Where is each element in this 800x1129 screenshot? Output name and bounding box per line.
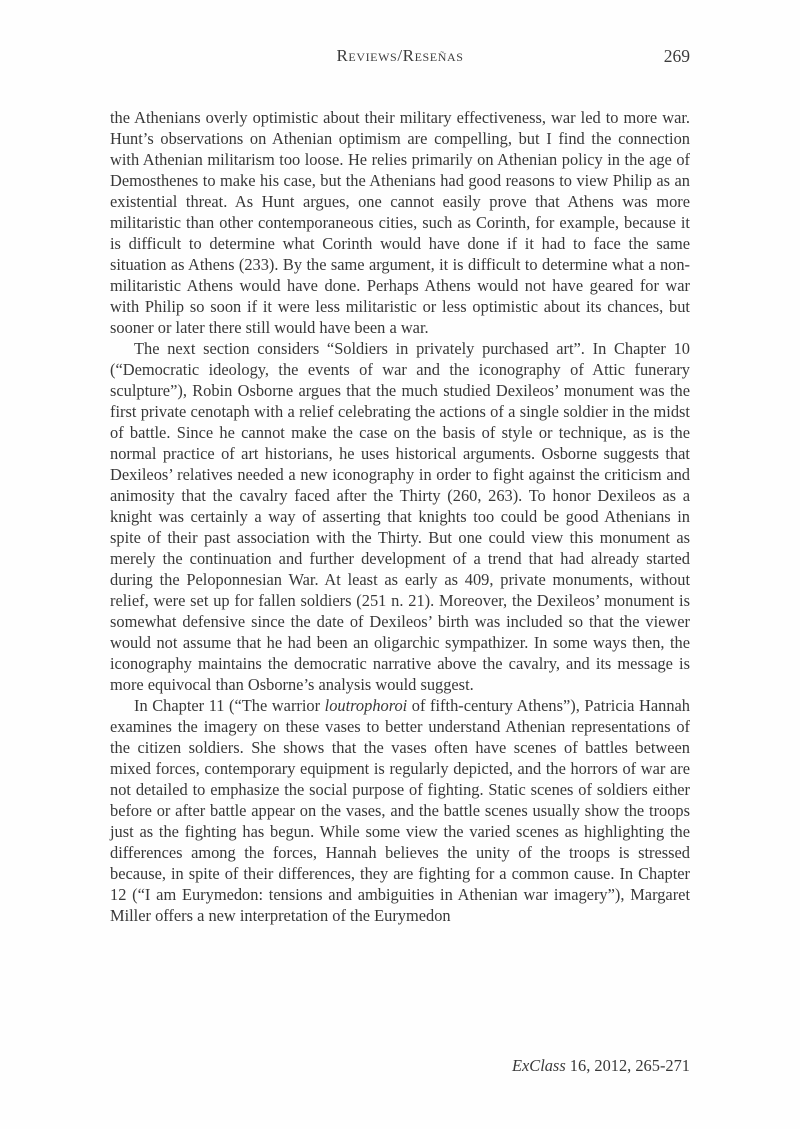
paragraph (110, 338, 690, 695)
text-run: 16, 2012, 265-271 (565, 1056, 690, 1075)
text-run: of fifth-century Athens”), Patricia Hannah examines the imagery on these vases to better understand Athenian representations of the citizen soldiers. She shows that the vases often have scenes of battles between mixed forces, contemporary equipment is regularly depicted, and the horrors of war are not detailed to emphasize the social purpose of fighting. Static scenes of soldiers either before or after battle appear on the vases, and the battle scenes usually show the troops just as the fighting has begun. While some view the varied scenes as highlighting the differences among the forces, Hannah believes the unity of the troops is stressed because, in spite of their differences, they are fighting for a common cause. In Chapter 12 (“I am Eurymedon: tensions and ambiguities in Athenian war imagery”), Margaret Miller offers a new interpretation of the Eurymedon (110, 696, 690, 925)
page-number: 269 (663, 46, 690, 66)
italic-text-run: loutrophoroi (324, 696, 408, 715)
text-run: The next section considers “Soldiers in privately purchased art”. In Chapter 10 (“Democratic ideology, the events of war and the iconography of Attic funerary sculpture”), Robin Osborne argues that the much studied Dexileos’ monument was the first private cenotaph with a relief celebrating the actions of a single soldier in the midst of battle. Since he cannot make the case on the basis of style or technique, as is the normal practice of art historians, he uses historical arguments. Osborne suggests that Dexileos’ relatives needed a new iconography in order to fight against the criticism and animosity that the cavalry faced after the Thirty (260, 263). To honor Dexileos as a knight was certainly a way of asserting that knights too could be good Athenians in spite of their past association with the Thirty. But one could view this monument as merely the continuation and further development of a trend that had already started during the Peloponnesian War. At least as early as 409, private monuments, without relief, were set up for fallen soldiers (251 n. 21). Moreover, the Dexileos’ monument is somewhat defensive since the date of Dexileos’ birth was included so that the viewer would not assume that he had been an oligarchic sympathizer. In some ways then, the iconography maintains the democratic narrative above the cavalry, and its message is more equivocal than Osborne’s analysis would suggest. (110, 339, 690, 694)
text-run: the Athenians overly optimistic about their military effectiveness, war led to more war. Hunt’s observations on Athenian optimism are compelling, but I find the connection with Athenian militarism too loose. He relies primarily on Athenian policy in the age of Demosthenes to make his case, but the Athenians had good reasons to view Philip as an existential threat. As Hunt argues, one cannot easily prove that Athens was more militaristic than other contemporaneous cities, such as Corinth, for example, because it is difficult to determine what Corinth would have done if it had to face the same situation as Athens (233). By the same argument, it is difficult to determine what a non-militaristic Athens would have done. Perhaps Athens would not have geared for war with Philip so soon if it were less militaristic or less optimistic about its chances, but sooner or later there still would have been a war. (110, 108, 690, 337)
paragraph (110, 695, 690, 926)
running-head-title: Reviews/Reseñas (336, 46, 464, 65)
paragraph (110, 107, 690, 338)
body-text (110, 107, 690, 926)
italic-text-run: ExClass (511, 1056, 566, 1075)
journal-footer (110, 1056, 690, 1076)
running-head (110, 46, 690, 68)
text-run: In Chapter 11 (“The warrior (134, 696, 325, 715)
